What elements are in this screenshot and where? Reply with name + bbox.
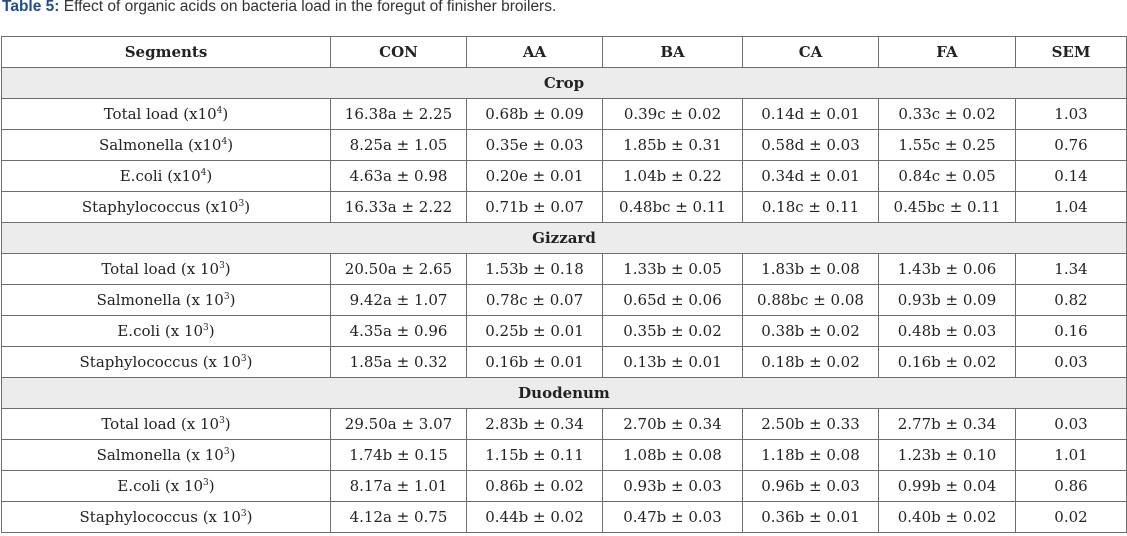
value-cell: 0.39c ± 0.02 [603,99,743,130]
row-label-exponent: 3 [203,478,209,488]
header-cell: SEM [1016,37,1127,68]
value-cell: 4.63a ± 0.98 [331,161,467,192]
header-cell: BA [603,37,743,68]
value-cell: 1.08b ± 0.08 [603,440,743,471]
row-label-close: ) [222,105,229,123]
value-cell: 1.55c ± 0.25 [879,130,1016,161]
value-cell: 4.12a ± 0.75 [331,502,467,533]
row-label-close: ) [244,198,251,216]
table-row [2,440,1127,471]
row-label [2,440,331,471]
value-cell: 1.18b ± 0.08 [743,440,879,471]
sem-cell: 0.02 [1016,502,1127,533]
value-cell: 0.35e ± 0.03 [467,130,603,161]
value-cell: 0.18b ± 0.02 [743,347,879,378]
value-cell: 1.83b ± 0.08 [743,254,879,285]
row-label-text: Staphylococcus (x 10 [79,353,241,371]
value-cell: 0.16b ± 0.01 [467,347,603,378]
row-label-text: Total load (x 10 [101,260,220,278]
row-label [2,130,331,161]
value-cell: 2.70b ± 0.34 [603,409,743,440]
table-body [2,68,1127,533]
sem-cell: 0.14 [1016,161,1127,192]
row-label-exponent: 3 [240,354,247,364]
data-table [1,36,1127,533]
table-row [2,254,1127,285]
row-label [2,192,331,223]
sem-cell: 0.82 [1016,285,1127,316]
row-label-close: ) [227,136,234,154]
value-cell: 0.44b ± 0.02 [467,502,603,533]
row-label-close: ) [246,353,253,371]
value-cell: 8.17a ± 1.01 [331,471,467,502]
value-cell: 0.48b ± 0.03 [879,316,1016,347]
row-label-exponent: 4 [200,168,207,178]
value-cell: 4.35a ± 0.96 [331,316,467,347]
value-cell: 0.58d ± 0.03 [743,130,879,161]
header-cell: AA [467,37,603,68]
row-label-close: ) [224,415,231,433]
value-cell: 0.71b ± 0.07 [467,192,603,223]
row-label-exponent: 3 [238,199,245,209]
row-label-exponent: 3 [223,292,230,302]
sem-cell: 0.86 [1016,471,1127,502]
value-cell: 0.20e ± 0.01 [467,161,603,192]
table-row [2,161,1127,192]
value-cell: 16.38a ± 2.25 [331,99,467,130]
value-cell: 1.04b ± 0.22 [603,161,743,192]
header-cell: CON [331,37,467,68]
sem-cell: 0.03 [1016,409,1127,440]
row-label [2,254,331,285]
row-label-text: Total load (x10 [103,105,217,123]
row-label-exponent: 3 [223,447,230,457]
section-row [2,223,1127,254]
value-cell: 0.16b ± 0.02 [879,347,1016,378]
header-cell: Segments [2,37,331,68]
value-cell: 0.33c ± 0.02 [879,99,1016,130]
value-cell: 2.50b ± 0.33 [743,409,879,440]
value-cell: 2.77b ± 0.34 [879,409,1016,440]
section-title: Duodenum [2,378,1127,409]
table-caption-text: Effect of organic acids on bacteria load in the foregut of finisher broilers. [59,0,557,15]
row-label-text: Total load (x 10 [101,415,220,433]
value-cell: 0.25b ± 0.01 [467,316,603,347]
table-row [2,192,1127,223]
row-label-exponent: 4 [221,137,228,147]
row-label-close: ) [208,477,215,495]
row-label-text: E.coli (x 10 [117,322,204,340]
row-label-close: ) [208,322,215,340]
table-number-label: Table 5: [2,0,60,15]
value-cell: 0.40b ± 0.02 [879,502,1016,533]
row-label-text: Salmonella (x10 [98,136,222,154]
row-label-close: ) [206,167,213,185]
value-cell: 0.45bc ± 0.11 [879,192,1016,223]
value-cell: 0.68b ± 0.09 [467,99,603,130]
row-label-exponent: 3 [219,261,225,271]
table-row [2,285,1127,316]
value-cell: 1.53b ± 0.18 [467,254,603,285]
value-cell: 0.47b ± 0.03 [603,502,743,533]
sem-cell: 0.76 [1016,130,1127,161]
section-title: Gizzard [2,223,1127,254]
value-cell: 0.18c ± 0.11 [743,192,879,223]
header-cell: FA [879,37,1016,68]
row-label-close: ) [229,291,236,309]
header-row [2,37,1127,68]
value-cell: 0.93b ± 0.09 [879,285,1016,316]
value-cell: 1.33b ± 0.05 [603,254,743,285]
table-row [2,471,1127,502]
row-label-exponent: 3 [203,323,209,333]
row-label-text: E.coli (x 10 [117,477,204,495]
table-row [2,347,1127,378]
section-row [2,68,1127,99]
value-cell: 0.99b ± 0.04 [879,471,1016,502]
sem-cell: 1.01 [1016,440,1127,471]
sem-cell: 1.04 [1016,192,1127,223]
value-cell: 1.85b ± 0.31 [603,130,743,161]
value-cell: 0.35b ± 0.02 [603,316,743,347]
sem-cell: 0.03 [1016,347,1127,378]
value-cell: 0.48bc ± 0.11 [603,192,743,223]
section-title: Crop [2,68,1127,99]
value-cell: 0.38b ± 0.02 [743,316,879,347]
table-row [2,99,1127,130]
value-cell: 29.50a ± 3.07 [331,409,467,440]
header-cell: CA [743,37,879,68]
row-label [2,285,331,316]
table-row [2,130,1127,161]
value-cell: 1.85a ± 0.32 [331,347,467,378]
row-label-text: Staphylococcus (x 10 [79,508,241,526]
value-cell: 0.36b ± 0.01 [743,502,879,533]
section-row [2,378,1127,409]
value-cell: 0.65d ± 0.06 [603,285,743,316]
row-label-exponent: 3 [240,509,247,519]
value-cell: 0.86b ± 0.02 [467,471,603,502]
value-cell: 1.23b ± 0.10 [879,440,1016,471]
value-cell: 0.13b ± 0.01 [603,347,743,378]
value-cell: 0.93b ± 0.03 [603,471,743,502]
value-cell: 2.83b ± 0.34 [467,409,603,440]
row-label-exponent: 3 [219,416,225,426]
value-cell: 0.34d ± 0.01 [743,161,879,192]
row-label [2,502,331,533]
sem-cell: 0.16 [1016,316,1127,347]
table-row [2,316,1127,347]
row-label-text: Salmonella (x 10 [96,446,224,464]
value-cell: 0.88bc ± 0.08 [743,285,879,316]
row-label [2,161,331,192]
row-label-text: E.coli (x10 [119,167,201,185]
row-label [2,409,331,440]
row-label-exponent: 4 [216,106,223,116]
value-cell: 0.78c ± 0.07 [467,285,603,316]
value-cell: 20.50a ± 2.65 [331,254,467,285]
table-row [2,502,1127,533]
row-label [2,99,331,130]
value-cell: 1.15b ± 0.11 [467,440,603,471]
value-cell: 9.42a ± 1.07 [331,285,467,316]
sem-cell: 1.03 [1016,99,1127,130]
row-label-text: Salmonella (x 10 [96,291,224,309]
row-label-close: ) [246,508,253,526]
value-cell: 0.14d ± 0.01 [743,99,879,130]
value-cell: 1.74b ± 0.15 [331,440,467,471]
row-label [2,316,331,347]
sem-cell: 1.34 [1016,254,1127,285]
row-label [2,471,331,502]
row-label-close: ) [224,260,231,278]
row-label-text: Staphylococcus (x10 [81,198,239,216]
row-label-close: ) [229,446,236,464]
table-row [2,409,1127,440]
table-caption [2,0,556,17]
row-label [2,347,331,378]
value-cell: 0.96b ± 0.03 [743,471,879,502]
value-cell: 8.25a ± 1.05 [331,130,467,161]
value-cell: 16.33a ± 2.22 [331,192,467,223]
value-cell: 0.84c ± 0.05 [879,161,1016,192]
value-cell: 1.43b ± 0.06 [879,254,1016,285]
